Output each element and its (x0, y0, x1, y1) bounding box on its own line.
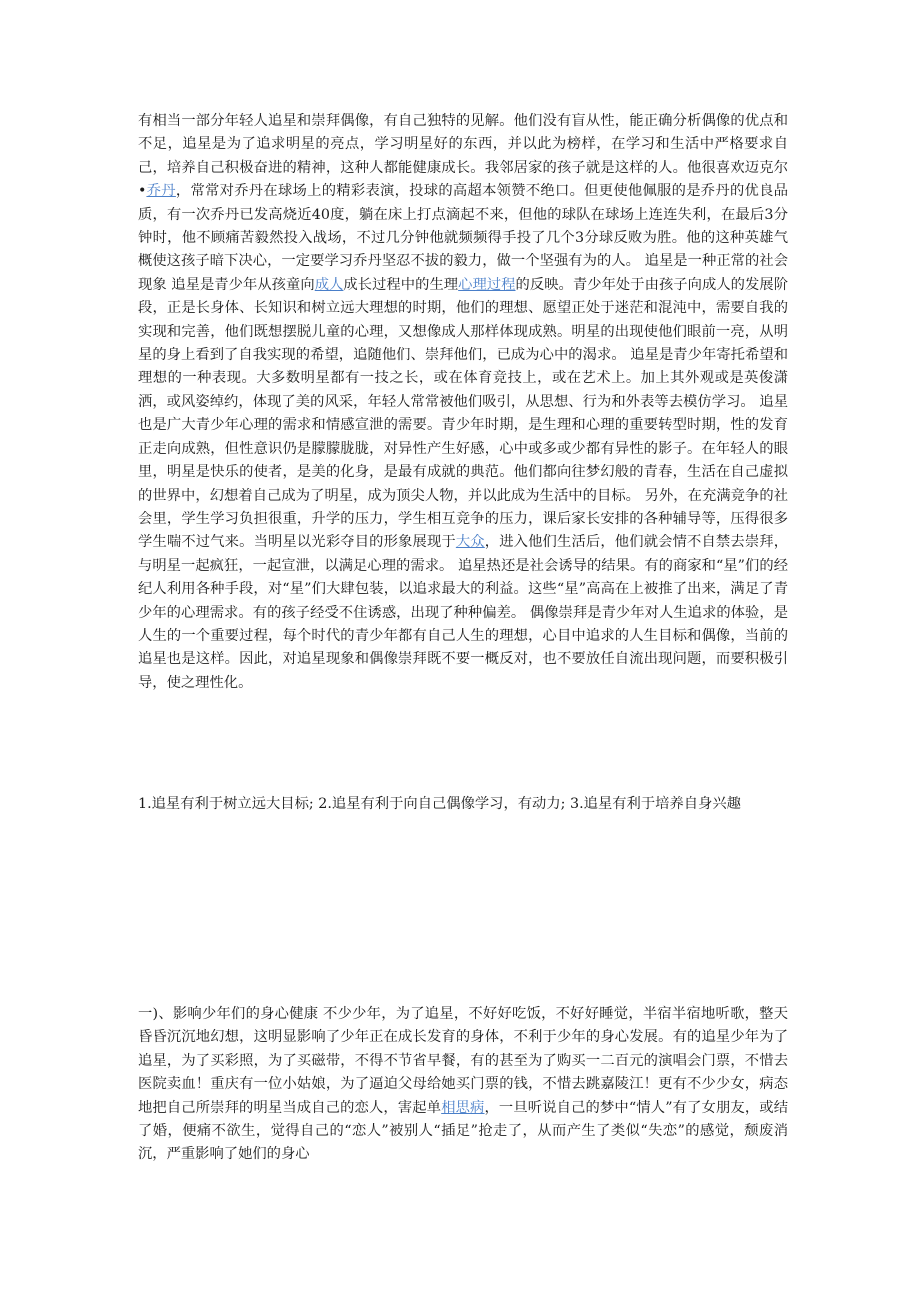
paragraph-main-text-1: 有相当一部分年轻人追星和崇拜偶像，有自己独特的见解。他们没有盲从性，能正确分析偶像的优点和不足，追星是为了追求明星的亮点，学习明星好的东西，并以此为榜样，在学习和生活中严格要求自己，培养自己积极奋进的精神，这种人都能健康成长。我邻居家的孩子就是这样的人。他很喜欢迈克尔• (138, 113, 788, 200)
paragraph-effect-text-2: ，一旦听说自己的梦中“情人”有了女朋友，或结了婚，便痛不欲生，觉得自己的“恋人”被别人“插足”抢走了，从而产生了类似“失恋”的感觉，颓废消沉，严重影响了她们的身心 (138, 1099, 788, 1163)
link-qiaodan[interactable]: 乔丹 (146, 183, 176, 200)
link-xiangsibing[interactable]: 相思病 (441, 1099, 485, 1116)
link-chengren[interactable]: 成人 (314, 276, 344, 293)
paragraph-main-text-5: ，进入他们生活后，他们就会情不自禁去崇拜，与明星一起疯狂，一起宣泄，以满足心理的需求。 追星热还是社会诱导的结果。有的商家和“星”们的经纪人利用各种手段，对“星”们大肆包装，以追求最大的利益。这些“星”高高在上被推了出来，满足了青少年的心理需求。有的孩子经受不住诱惑，出现了种种偏差。 偶像崇拜是青少年对人生追求的体验，是人生的一个重要过程，每个时代的青少年都有自己人生的理想，心目中追求的人生目标和偶像，当前的追星也是这样。因此，对追星现象和偶像崇拜既不要一概反对，也不要放任自流出现问题，而要积极引导，使之理性化。 (138, 534, 789, 691)
link-dazhong[interactable]: 大众 (455, 534, 485, 551)
paragraph-main-text-2: ，常常对乔丹在球场上的精彩表演，投球的高超本领赞不绝口。但更使他佩服的是乔丹的优良品质，有一次乔丹已发高烧近40度，躺在床上打点滴起不来，但他的球队在球场上连连失利，在最后3分钟时，他不顾痛苦毅然投入战场，不过几分钟他就频频得手投了几个3分球反败为胜。他的这种英雄气概使这孩子暗下决心，一定要学习乔丹坚忍不拔的毅力，做一个坚强有为的人。 追星是一种正常的社会现象 追星是青少年从孩童向 (138, 183, 789, 293)
paragraph-benefits-list: 1.追星有利于树立远大目标; 2.追星有利于向自己偶像学习，有动力; 3.追星有利于培养自身兴趣 (138, 796, 741, 812)
link-xinli-guocheng[interactable]: 心理过程 (458, 276, 516, 293)
paragraph-main-text-3: 成长过程中的生理 (343, 276, 459, 293)
paragraph-health-effect (138, 1003, 788, 1167)
paragraph-main-text-4: 的反映。青少年处于由孩子向成人的发展阶段，正是长身体、长知识和树立远大理想的时期，他们的理想、愿望正处于迷茫和混沌中，需要自我的实现和完善，他们既想摆脱儿童的心理，又想像成人那样体现成熟。明星的出现使他们眼前一亮，从明星的身上看到了自我实现的希望，追随他们、崇拜他们，已成为心中的渴求。 追星是青少年寄托希望和理想的一种表现。大多数明星都有一技之长，或在体育竞技上，或在艺术上。加上其外观或是英俊潇洒，或风姿绰约，体现了美的风采，年轻人常常被他们吸引，从思想、行为和外表等去模仿学习。 追星也是广大青少年心理的需求和情感宣泄的需要。青少年时期，是生理和心理的重要转型时期，性的发育正走向成熟，但性意识仍是朦朦胧胧，对异性产生好感，心中或多或少都有异性的影子。在年轻人的眼里，明星是快乐的使者，是美的化身，是最有成就的典范。他们都向往梦幻般的青春，生活在自己虚拟的世界中，幻想着自己成为了明星，成为顶尖人物，并以此成为生活中的目标。 另外，在充满竞争的社会里，学生学习负担很重，升学的压力，学生相互竞争的压力，课后家长安排的各种辅导等，压得很多学生喘不过气来。当明星以光彩夺目的形象展现于 (138, 276, 789, 551)
paragraph-main (138, 110, 788, 695)
paragraph-effect-text-1: 一)、影响少年们的身心健康 不少少年，为了追星，不好好吃饭，不好好睡觉，半宿半宿地听歌，整天昏昏沉沉地幻想，这明显影响了少年正在成长发育的身体，不利于少年的身心发展。有的追星少年为了追星，为了买彩照，为了买磁带，不得不节省早餐，有的甚至为了购买一二百元的演唱会门票，不惜去医院卖血！重庆有一位小姑娘，为了逼迫父母给她买门票的钱，不惜去跳嘉陵江！更有不少少女，病态地把自己所崇拜的明星当成自己的恋人，害起单 (138, 1006, 788, 1116)
